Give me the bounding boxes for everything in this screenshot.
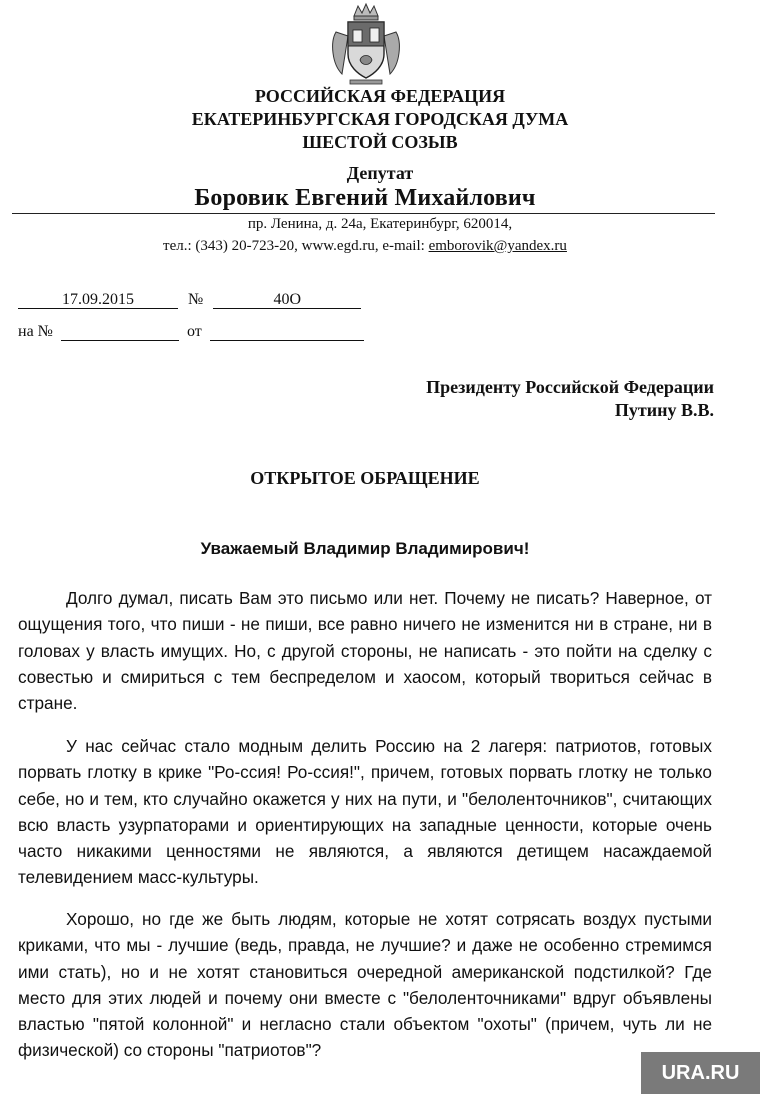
convocation-heading: ШЕСТОЙ СОЗЫВ [302,132,458,152]
reference-label: на № [18,323,53,340]
outgoing-number [213,292,361,309]
body-paragraph: Долго думал, писать Вам это письмо или нет. Почему не писать? Наверное, от ощущения того, что пиши - не пиши, все равно ничего не изменится ни в стране, ни в головах у власть имущих. Но, с другой стороны, не написать - это пойти на сделку с совестью и смириться с тем беспределом и хаосом, который твориться сейчас в стране. [18,588,712,714]
header-divider [12,213,715,214]
outgoing-number-value: 40О [273,291,302,308]
outgoing-registration [18,291,361,309]
postal-address: пр. Ленина, д. 24а, Екатеринбург, 620014, [247,216,513,232]
deputy-label: Депутат [346,163,414,183]
deputy-name: Боровик Евгений Михайлович [194,185,536,211]
watermark-badge: URA.RU [641,1052,760,1094]
reference-date-blank [210,324,364,341]
contacts-line [0,238,730,255]
number-label: № [188,291,204,308]
outgoing-date-value: 17.09.2015 [62,291,134,308]
reference-from-label: от [186,323,202,340]
email-link[interactable]: emborovik@yandex.ru [428,238,567,254]
salutation: Уважаемый Владимир Владимирович! [200,539,530,558]
contacts-text: тел.: (343) 20-723-20, www.egd.ru, e-mail: [163,238,429,254]
outgoing-date [18,292,178,309]
country-heading: РОССИЙСКАЯ ФЕДЕРАЦИЯ [254,86,506,106]
document-title: ОТКРЫТОЕ ОБРАЩЕНИЕ [250,468,480,488]
reference-registration [18,323,364,341]
body-paragraph: У нас сейчас стало модным делить Россию на 2 лагеря: патриотов, готовых порвать глотку в крике "Ро-ссия! Ро-ссия!", причем, готовых порвать глотку не только себе, но и тем, кто случайно окажется у них на пути, и "белоленточников", считающих всю власть узурпаторами и ориентирующих на западные ценности, которые очень часто никакими ценностями не являются, а являются детищем насаждаемой телевидением масс-культуры. [18,736,712,888]
body-paragraph: Хорошо, но где же быть людям, которые не хотят сотрясать воздух пустыми криками, что мы - лучшие (ведь, правда, не лучшие? и даже не особенно стремимся ими стать), но и не хотят становиться очередной американской подстилкой? Где место для этих людей и почему они вместе с "белоленточниками" вдруг объявлены властью "пятой колонной" и негласно стали объектом "охоты" (причем, чуть ли не физической) со стороны "патриотов"? [18,909,712,1061]
addressee-position: Президенту Российской Федерации [426,377,714,397]
coat-of-arms-icon [326,2,406,86]
reference-number-blank [61,324,179,341]
addressee-name: Путину В.В. [614,400,714,420]
duma-heading: ЕКАТЕРИНБУРГСКАЯ ГОРОДСКАЯ ДУМА [191,109,569,129]
